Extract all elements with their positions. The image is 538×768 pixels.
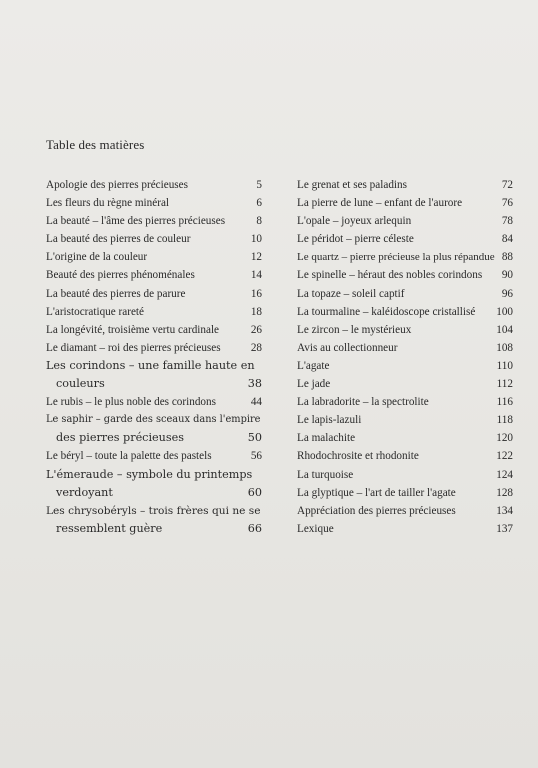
toc-entry-page: 66 bbox=[247, 521, 262, 535]
toc-column-left bbox=[46, 176, 262, 538]
toc-entry bbox=[297, 303, 513, 321]
toc-entry-page: 110 bbox=[496, 359, 513, 372]
toc-entry-title: La pierre de lune – enfant de l'aurore bbox=[297, 197, 463, 210]
toc-entry-title: Le diamant – roi des pierres précieuses bbox=[46, 341, 221, 354]
toc-entry-title: Les corindons – une famille haute en bbox=[46, 358, 255, 372]
toc-entry-title: Le jade bbox=[297, 378, 331, 391]
toc-entry-title: L'émeraude – symbole du printemps bbox=[46, 467, 253, 481]
toc-column-right bbox=[297, 176, 513, 538]
toc-entry-title: Le béryl – toute la palette des pastels bbox=[46, 450, 212, 463]
toc-entry-page: 108 bbox=[496, 341, 513, 354]
toc-entry bbox=[297, 502, 513, 520]
toc-entry-page: 5 bbox=[256, 179, 262, 191]
toc-entry bbox=[297, 248, 513, 266]
toc-entry-page: 50 bbox=[247, 431, 262, 445]
toc-entry bbox=[297, 285, 513, 303]
toc-entry bbox=[46, 266, 262, 284]
toc-entry-page: 28 bbox=[250, 341, 262, 354]
toc-entry bbox=[46, 194, 262, 212]
toc-entry-title-cont: ressemblent guère bbox=[56, 521, 163, 535]
toc-entry-page: 78 bbox=[501, 215, 513, 228]
toc-entry-page: 76 bbox=[501, 197, 513, 210]
toc-entry-page: 134 bbox=[496, 504, 513, 517]
toc-entry-title: Apologie des pierres précieuses bbox=[46, 179, 188, 191]
toc-entry-page: 128 bbox=[496, 486, 513, 499]
toc-entry bbox=[297, 375, 513, 393]
toc-entry-title: Le grenat et ses paladins bbox=[297, 179, 407, 191]
toc-entry-title: L'aristocratique rareté bbox=[46, 305, 144, 318]
toc-entry-page: 112 bbox=[496, 378, 513, 391]
toc-entry-title: Les chrysobéryls – trois frères qui ne se bbox=[46, 504, 261, 517]
page-title: Table des matières bbox=[46, 137, 145, 152]
toc-entry-page: 6 bbox=[256, 197, 262, 210]
toc-entry-title: La beauté des pierres de couleur bbox=[46, 233, 191, 246]
toc-entry-page: 84 bbox=[501, 233, 513, 246]
toc-entry-title: Le péridot – pierre céleste bbox=[297, 233, 414, 246]
toc-entry bbox=[46, 248, 262, 266]
toc-entry bbox=[46, 285, 262, 303]
toc-entry-title: Beauté des pierres phénoménales bbox=[46, 269, 195, 282]
toc-entry-title: La tourmaline – kaléidoscope cristallisé bbox=[297, 305, 476, 318]
toc-entry-page: 16 bbox=[250, 287, 262, 300]
toc-entry-title: Avis au collectionneur bbox=[297, 341, 398, 354]
toc-entry bbox=[297, 411, 513, 429]
toc-entry-title-cont: des pierres précieuses bbox=[56, 431, 184, 445]
toc-entry-title: La malachite bbox=[297, 432, 356, 445]
toc-entry-title: Le rubis – le plus noble des corindons bbox=[46, 396, 216, 409]
toc-entry-title: Les fleurs du règne minéral bbox=[46, 197, 170, 210]
toc-entry-page: 120 bbox=[496, 432, 513, 445]
toc-entry-title: La longévité, troisième vertu cardinale bbox=[46, 323, 220, 336]
toc-entry-title: La glyptique – l'art de tailler l'agate bbox=[297, 486, 456, 499]
toc-entry bbox=[297, 339, 513, 357]
toc-entry-page: 56 bbox=[250, 450, 262, 463]
toc-entry-page: 44 bbox=[250, 396, 262, 409]
toc-entry-title: La labradorite – la spectrolite bbox=[297, 396, 429, 409]
toc-entry bbox=[297, 520, 513, 538]
toc-entry bbox=[297, 447, 513, 465]
toc-entry-page: 8 bbox=[256, 215, 262, 228]
toc-entry-page: 14 bbox=[250, 269, 262, 282]
toc-entry-page: 38 bbox=[247, 377, 262, 391]
toc-entry-page: 100 bbox=[496, 305, 513, 318]
toc-entry bbox=[297, 176, 513, 194]
toc-entry-title: Rhodochrosite et rhodonite bbox=[297, 450, 419, 463]
toc-entry-page: 96 bbox=[501, 287, 513, 300]
toc-entry bbox=[297, 230, 513, 248]
toc-entry-page: 60 bbox=[247, 485, 262, 499]
toc-entry-title: L'origine de la couleur bbox=[46, 251, 148, 264]
toc-entry-page: 12 bbox=[250, 251, 262, 264]
toc-entry bbox=[46, 303, 262, 321]
toc-entry-page: 104 bbox=[496, 323, 513, 336]
toc-entry bbox=[46, 393, 262, 411]
toc-entry bbox=[46, 411, 262, 447]
toc-entry-title-cont: verdoyant bbox=[56, 485, 113, 499]
toc-entry bbox=[297, 357, 513, 375]
toc-entry-page: 122 bbox=[496, 450, 513, 463]
toc-entry-title: Le lapis-lazuli bbox=[297, 414, 362, 427]
toc-entry-title: Lexique bbox=[297, 522, 334, 535]
toc-entry-title-cont: couleurs bbox=[56, 377, 105, 391]
toc-entry-title: Le zircon – le mystérieux bbox=[297, 323, 412, 336]
toc-entry bbox=[46, 357, 262, 393]
toc-entry bbox=[46, 321, 262, 339]
toc-entry bbox=[46, 176, 262, 194]
toc-entry bbox=[46, 230, 262, 248]
toc-entry-title: L'opale – joyeux arlequin bbox=[297, 215, 412, 228]
toc-entry bbox=[46, 339, 262, 357]
toc-entry-title: L'agate bbox=[297, 359, 330, 372]
toc-entry-title: Le quartz – pierre précieuse la plus répandue bbox=[297, 251, 495, 264]
toc-entry-page: 137 bbox=[496, 522, 513, 535]
toc-entry bbox=[46, 502, 262, 538]
toc-entry bbox=[297, 393, 513, 411]
toc-entry bbox=[46, 447, 262, 465]
toc-entry bbox=[46, 212, 262, 230]
toc-entry bbox=[297, 194, 513, 212]
toc-entry bbox=[297, 321, 513, 339]
toc-entry bbox=[297, 266, 513, 284]
toc-entry-page: 124 bbox=[496, 468, 513, 481]
toc-entry-page: 18 bbox=[250, 305, 262, 318]
toc-entry bbox=[297, 466, 513, 484]
toc-entry-title: La beauté des pierres de parure bbox=[46, 287, 186, 300]
toc-entry-title: Appréciation des pierres précieuses bbox=[297, 504, 456, 517]
toc-entry-title: Le spinelle – héraut des nobles corindons bbox=[297, 269, 483, 282]
toc-entry-page: 118 bbox=[496, 414, 513, 427]
toc-entry-title: La topaze – soleil captif bbox=[297, 287, 405, 300]
toc-entry-page: 10 bbox=[250, 233, 262, 246]
toc-entry bbox=[297, 429, 513, 447]
toc-entry-page: 90 bbox=[501, 269, 513, 282]
toc-entry-page: 116 bbox=[496, 396, 513, 409]
toc-entry-page: 88 bbox=[501, 251, 513, 264]
toc-entry-page: 26 bbox=[250, 323, 262, 336]
toc-entry bbox=[46, 466, 262, 502]
toc-entry bbox=[297, 484, 513, 502]
toc-entry-title: Le saphir – garde des sceaux dans l'empire bbox=[46, 414, 261, 426]
toc-entry-title: La turquoise bbox=[297, 468, 354, 481]
toc-entry-title: La beauté – l'âme des pierres précieuses bbox=[46, 215, 226, 228]
toc-entry-page: 72 bbox=[501, 179, 513, 191]
toc-entry bbox=[297, 212, 513, 230]
